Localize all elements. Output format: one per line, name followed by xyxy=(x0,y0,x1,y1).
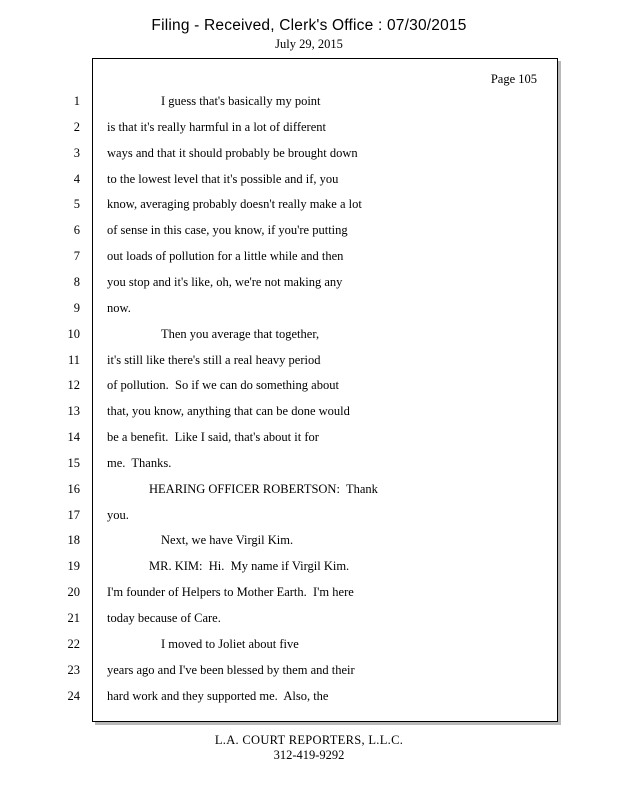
transcript-line: ways and that it should probably be brought down xyxy=(107,145,358,160)
line-number: 14 xyxy=(67,430,80,445)
transcript-line: that, you know, anything that can be done would xyxy=(107,404,350,419)
line-number: 20 xyxy=(67,585,80,600)
line-number: 8 xyxy=(73,274,80,289)
transcript-line: you. xyxy=(107,507,129,522)
transcript-line: me. Thanks. xyxy=(107,455,172,470)
transcript-line: I'm founder of Helpers to Mother Earth. I'm here xyxy=(107,585,354,600)
line-number: 13 xyxy=(67,404,80,419)
transcript-line: you stop and it's like, oh, we're not making any xyxy=(107,274,343,289)
transcript-line: Then you average that together, xyxy=(161,326,320,341)
transcript-line: of pollution. So if we can do something about xyxy=(107,378,339,393)
line-number: 5 xyxy=(73,197,80,212)
transcript-line: know, averaging probably doesn't really make a lot xyxy=(107,197,362,212)
transcript-line: be a benefit. Like I said, that's about it for xyxy=(107,430,319,445)
transcript-line: years ago and I've been blessed by them and their xyxy=(107,662,355,677)
footer-company: L.A. COURT REPORTERS, L.L.C. xyxy=(214,733,404,747)
line-number: 17 xyxy=(67,507,80,522)
footer-phone: 312-419-9292 xyxy=(273,748,345,762)
transcript-line: hard work and they supported me. Also, the xyxy=(107,688,329,703)
line-number: 1 xyxy=(73,94,80,108)
line-number: 15 xyxy=(67,455,80,470)
transcript-line: is that it's really harmful in a lot of different xyxy=(107,119,326,134)
page-number: Page 105 xyxy=(490,72,537,86)
line-number: 23 xyxy=(67,662,80,677)
transcript-line: I moved to Joliet about five xyxy=(161,636,299,651)
transcript-line: of sense in this case, you know, if you're putting xyxy=(107,223,348,238)
line-number: 4 xyxy=(73,171,80,186)
line-number: 6 xyxy=(73,223,80,238)
line-number: 7 xyxy=(73,249,80,264)
line-number: 10 xyxy=(67,326,80,341)
filing-stamp: Filing - Received, Clerk's Office : 07/30/2015 xyxy=(151,17,467,34)
line-number: 21 xyxy=(67,611,80,625)
line-number: 16 xyxy=(67,481,80,496)
transcript-date: July 29, 2015 xyxy=(275,37,343,51)
line-number: 3 xyxy=(73,145,80,160)
transcript-line: to the lowest level that it's possible and if, you xyxy=(107,171,339,186)
transcript-line: it's still like there's still a real heavy period xyxy=(107,352,321,367)
transcript-line: MR. KIM: Hi. My name if Virgil Kim. xyxy=(149,559,350,574)
transcript-line: Next, we have Virgil Kim. xyxy=(161,533,294,548)
transcript-line: HEARING OFFICER ROBERTSON: Thank xyxy=(149,481,378,496)
transcript-line: out loads of pollution for a little while and then xyxy=(107,249,344,264)
line-number: 22 xyxy=(67,636,80,651)
line-number: 24 xyxy=(67,688,80,703)
line-number: 12 xyxy=(67,378,80,393)
line-number: 2 xyxy=(73,119,80,134)
transcript-line: today because of Care. xyxy=(107,611,221,625)
line-number: 19 xyxy=(67,559,80,574)
line-number: 11 xyxy=(67,352,80,367)
transcript-line: now. xyxy=(107,300,131,315)
line-number: 18 xyxy=(67,533,80,548)
transcript-line: I guess that's basically my point xyxy=(161,94,321,108)
line-number: 9 xyxy=(73,300,80,315)
